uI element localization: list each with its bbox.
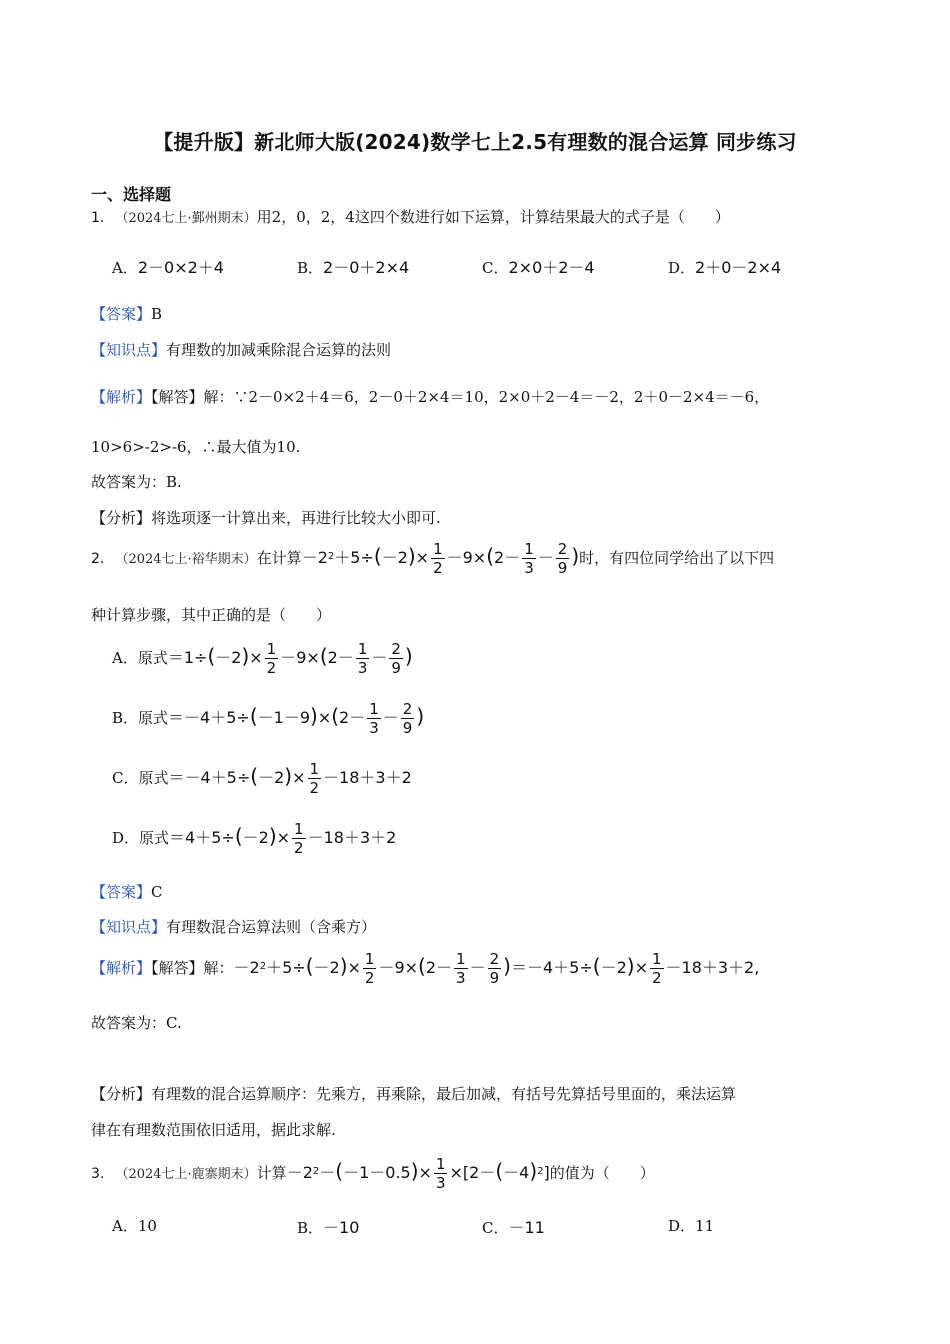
question-source: （2024七上·鄞州期末） (115, 211, 257, 226)
option-d[interactable]: D．原式＝4＋5÷(－2)× $\frac{1}{2}$ －18＋3＋2 (112, 820, 397, 857)
analysis-summary-2: 律在有理数范围依旧适用，据此求解. (91, 1121, 336, 1139)
answer-line: 【答案】C (91, 883, 163, 901)
option-b[interactable]: B．2－0＋2×4 (297, 258, 410, 277)
section-heading: 一、选择题 (91, 185, 172, 204)
analysis-line-2: 10>6>-2>-6，∴最大值为10. (91, 438, 301, 456)
knowledge-point: 【知识点】有理数混合运算法则（含乘方） (91, 918, 377, 936)
page-title: 【提升版】新北师大版(2024)数学七上2.5有理数的混合运算 同步练习 (153, 130, 797, 154)
option-a[interactable]: A．10 (112, 1217, 157, 1235)
knowledge-point: 【知识点】有理数的加减乘除混合运算的法则 (91, 341, 392, 359)
option-b[interactable]: B．原式＝－4＋5÷(－1－9)×(2－ $\frac{1}{3}$ － $\frac{2}{9}$ ) (112, 700, 425, 737)
question-2-stem: 2. （2024七上·裕华期末）在计算$-2^2+5\div(-2)\times$ $\frac{1}{2}$ －9×(2－ $\frac{1}{3}$ － $\frac{2}{9}$ )时，有四位同学给出了以下四 (91, 540, 775, 577)
question-number: 2. (91, 551, 105, 567)
expression: $-2^2+5\div(-2)\times$ $\frac{1}{2}$ －9×(2－ $\frac{1}{3}$ － $\frac{2}{9}$ ) (301, 540, 580, 577)
question-text: 用2，0，2，4这四个数进行如下运算，计算结果最大的式子是（ ） (256, 208, 730, 226)
option-b[interactable]: B．－10 (297, 1218, 360, 1237)
question-source: （2024七上·鹿寨期末） (115, 1167, 257, 1182)
question-3-stem: 3. （2024七上·鹿寨期末）计算$-2^2-(-1-0.5)\times$ $\frac{1}{3}$ $\times[2-(-4)^2]$的值为（ ） (91, 1155, 655, 1192)
conclusion: 故答案为：B. (91, 473, 182, 491)
expression: $-2^2-(-1-0.5)\times$ $\frac{1}{3}$ $\times[2-(-4)^2]$ (286, 1155, 550, 1192)
question-1-stem (91, 206, 730, 227)
question-text: 种计算步骤，其中正确的是（ ） (91, 606, 332, 624)
conclusion: 故答案为：C. (91, 1014, 182, 1032)
answer-line: 【答案】B (91, 305, 163, 323)
option-d[interactable]: D．11 (668, 1217, 715, 1235)
option-a[interactable]: A．原式＝1÷(－2)× $\frac{1}{2}$ －9×(2－ $\frac{1}{3}$ － $\frac{2}{9}$ ) (112, 640, 413, 677)
analysis-line: 【解析】【解答】解：$-2^2+5\div(-2)\times$ $\frac{1}{2}$ －9×(2－ $\frac{1}{3}$ － $\frac{2}{9}$ )＝－4＋5÷(－2)× $\frac{1}{2}$ －18＋3＋2, (91, 950, 760, 987)
option-d[interactable]: D．2＋0－2×4 (668, 258, 782, 277)
question-source: （2024七上·裕华期末） (115, 552, 257, 567)
option-c[interactable]: C．2×0＋2－4 (482, 258, 595, 277)
analysis-summary: 【分析】有理数的混合运算顺序：先乘方，再乘除，最后加减，有括号先算括号里面的，乘法运算 (91, 1085, 737, 1103)
option-a[interactable]: A．2－0×2＋4 (112, 258, 224, 277)
option-c[interactable]: C．－11 (482, 1218, 545, 1237)
question-number: 1. (91, 210, 105, 226)
question-number: 3. (91, 1166, 105, 1182)
analysis-line: 【解析】【解答】解：∵2－0×2＋4＝6，2－0＋2×4＝10，2×0＋2－4＝－2，2＋0－2×4＝－6， (91, 388, 770, 406)
analysis-summary: 【分析】将选项逐一计算出来，再进行比较大小即可. (91, 509, 441, 527)
option-c[interactable]: C．原式＝－4＋5÷(－2)× $\frac{1}{2}$ －18＋3＋2 (112, 760, 412, 797)
